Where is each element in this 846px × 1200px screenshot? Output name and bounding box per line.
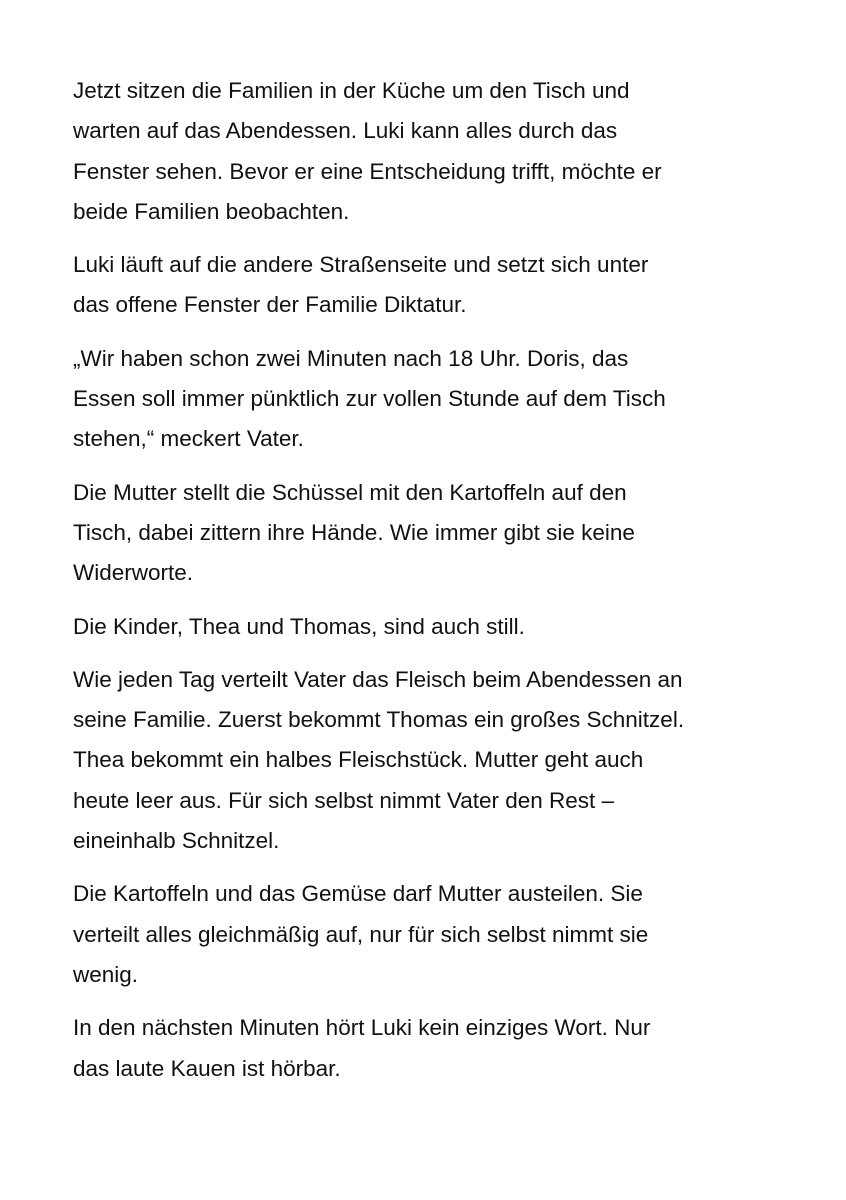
text-line: seine Familie. Zuerst bekommt Thomas ein großes Schnitzel. <box>73 707 685 733</box>
text-line: Thea bekommt ein halbes Fleischstück. Mutter geht auch <box>73 747 644 773</box>
text-line: Die Kartoffeln und das Gemüse darf Mutter austeilen. Sie <box>73 881 643 907</box>
text-line: warten auf das Abendessen. Luki kann alles durch das <box>73 118 618 144</box>
text-line: Essen soll immer pünktlich zur vollen Stunde auf dem Tisch <box>73 386 666 412</box>
text-line: heute leer aus. Für sich selbst nimmt Vater den Rest – <box>73 787 615 813</box>
paragraph <box>73 607 813 647</box>
paragraph <box>73 339 813 460</box>
paragraph <box>73 71 813 232</box>
text-line: In den nächsten Minuten hört Luki kein einziges Wort. Nur <box>73 1015 651 1041</box>
text-line: Fenster sehen. Bevor er eine Entscheidung trifft, möchte er <box>73 158 662 184</box>
text-line: Wie jeden Tag verteilt Vater das Fleisch beim Abendessen an <box>73 666 683 692</box>
paragraph <box>73 1008 813 1089</box>
text-line: Die Kinder, Thea und Thomas, sind auch still. <box>73 613 525 639</box>
paragraph <box>73 473 813 594</box>
text-line: Jetzt sitzen die Familien in der Küche um den Tisch und <box>73 78 630 103</box>
text-line: stehen,“ meckert Vater. <box>73 426 304 452</box>
paragraph <box>73 874 813 995</box>
text-line: eineinhalb Schnitzel. <box>73 828 280 854</box>
text-line: wenig. <box>73 961 139 987</box>
text-line: Widerworte. <box>73 560 194 586</box>
text-line: Tisch, dabei zittern ihre Hände. Wie immer gibt sie keine <box>73 519 635 545</box>
text-line: das offene Fenster der Familie Diktatur. <box>73 292 467 318</box>
text-line: „Wir haben schon zwei Minuten nach 18 Uhr. Doris, das <box>73 345 629 371</box>
text-line: beide Familien beobachten. <box>73 198 350 224</box>
text-line: verteilt alles gleichmäßig auf, nur für sich selbst nimmt sie <box>73 921 649 947</box>
text-line: Die Mutter stellt die Schüssel mit den Kartoffeln auf den <box>73 479 627 505</box>
story-text <box>73 71 813 1102</box>
text-line: Luki läuft auf die andere Straßenseite und setzt sich unter <box>73 252 649 278</box>
paragraph <box>73 245 813 326</box>
text-line: das laute Kauen ist hörbar. <box>73 1055 341 1081</box>
paragraph <box>73 660 813 861</box>
